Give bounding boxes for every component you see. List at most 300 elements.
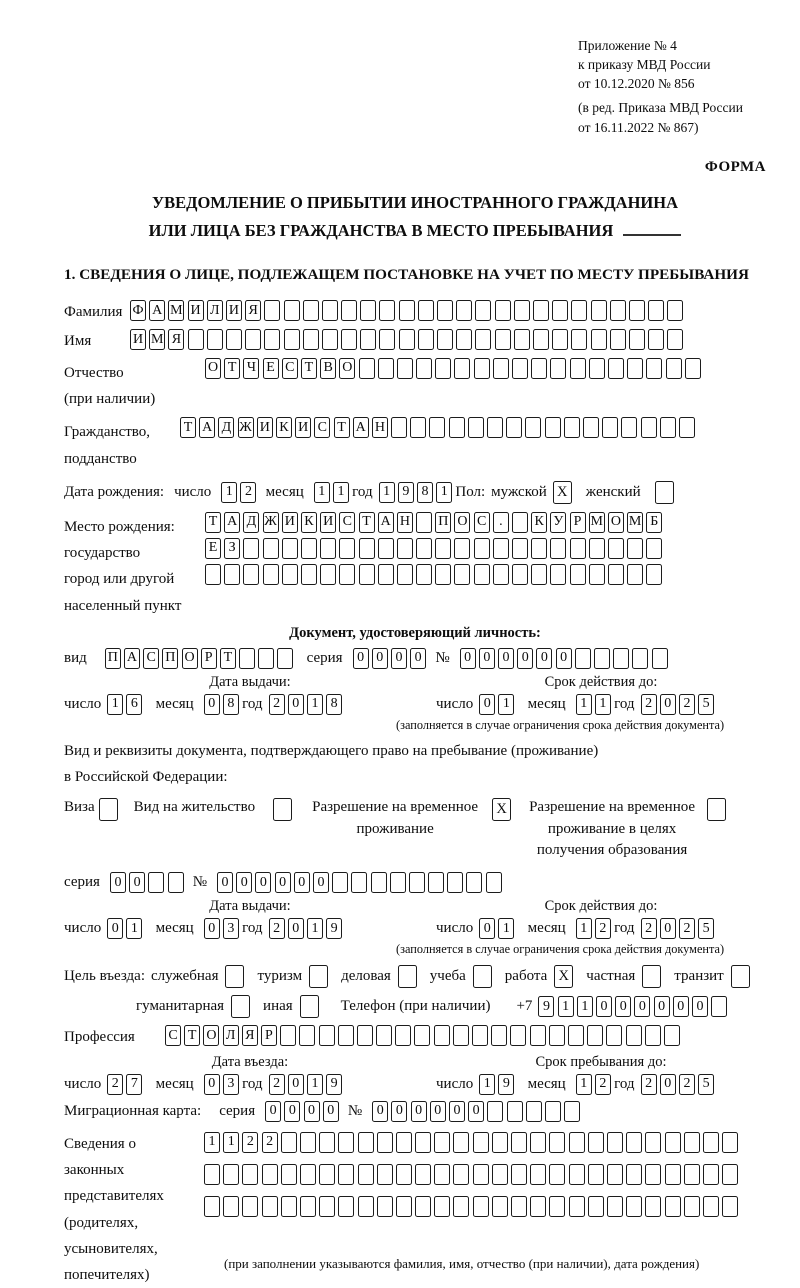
char-cell[interactable] (434, 1025, 450, 1046)
char-cell[interactable] (320, 538, 336, 559)
char-cell[interactable] (492, 1164, 508, 1185)
char-cell[interactable]: 0 (692, 996, 708, 1017)
char-cell[interactable]: 0 (517, 648, 533, 669)
char-cell[interactable] (207, 329, 223, 350)
char-cell[interactable] (530, 1196, 546, 1217)
char-cell[interactable]: 0 (634, 996, 650, 1017)
char-cell[interactable]: Л (207, 300, 223, 321)
char-cell[interactable]: Т (359, 512, 375, 533)
char-cell[interactable] (569, 1196, 585, 1217)
char-cell[interactable] (468, 417, 484, 438)
char-cell[interactable] (453, 1025, 469, 1046)
char-cell[interactable]: И (282, 512, 298, 533)
char-cell[interactable]: У (550, 512, 566, 533)
char-cell[interactable]: 2 (679, 1074, 695, 1095)
char-cell[interactable]: 0 (288, 918, 304, 939)
char-cell[interactable]: 0 (479, 648, 495, 669)
char-cell[interactable] (319, 1025, 335, 1046)
char-cell[interactable] (570, 358, 586, 379)
char-cell[interactable]: 0 (204, 918, 220, 939)
char-cell[interactable]: А (353, 417, 369, 438)
char-cell[interactable]: 9 (398, 482, 414, 503)
char-cell[interactable] (552, 329, 568, 350)
char-cell[interactable]: 1 (558, 996, 574, 1017)
char-cell[interactable] (299, 1025, 315, 1046)
char-cell[interactable] (429, 417, 445, 438)
char-cell[interactable] (525, 417, 541, 438)
char-cell[interactable]: 7 (126, 1074, 142, 1095)
char-cell[interactable] (242, 1164, 258, 1185)
char-cell[interactable] (660, 417, 676, 438)
char-cell[interactable] (473, 1132, 489, 1153)
char-cell[interactable] (591, 329, 607, 350)
char-cell[interactable]: 0 (323, 1101, 339, 1122)
char-cell[interactable]: 1 (314, 482, 330, 503)
char-cell[interactable] (608, 538, 624, 559)
char-cell[interactable] (530, 1025, 546, 1046)
char-cell[interactable]: 0 (479, 918, 495, 939)
char-cell[interactable] (341, 329, 357, 350)
char-cell[interactable]: К (301, 512, 317, 533)
char-cell[interactable] (351, 872, 367, 893)
char-cell[interactable] (391, 417, 407, 438)
char-cell[interactable]: О (182, 648, 198, 669)
char-cell[interactable] (415, 1196, 431, 1217)
purpose-business-checkbox[interactable] (398, 965, 417, 988)
char-cell[interactable] (607, 1196, 623, 1217)
char-cell[interactable]: 0 (498, 648, 514, 669)
char-cell[interactable] (530, 1164, 546, 1185)
char-cell[interactable] (281, 1196, 297, 1217)
char-cell[interactable] (632, 648, 648, 669)
char-cell[interactable]: 2 (679, 694, 695, 715)
char-cell[interactable]: 1 (221, 482, 237, 503)
purpose-humanitarian-checkbox[interactable] (231, 995, 250, 1018)
char-cell[interactable]: Б (646, 512, 662, 533)
char-cell[interactable] (607, 1164, 623, 1185)
char-cell[interactable] (435, 538, 451, 559)
char-cell[interactable] (264, 300, 280, 321)
char-cell[interactable]: 0 (288, 694, 304, 715)
char-cell[interactable] (338, 1164, 354, 1185)
char-cell[interactable]: 0 (265, 1101, 281, 1122)
char-cell[interactable] (564, 417, 580, 438)
char-cell[interactable] (245, 329, 261, 350)
char-cell[interactable] (453, 1132, 469, 1153)
char-cell[interactable] (474, 564, 490, 585)
char-cell[interactable]: . (493, 512, 509, 533)
char-cell[interactable]: 0 (204, 1074, 220, 1095)
char-cell[interactable]: 0 (275, 872, 291, 893)
char-cell[interactable]: О (608, 512, 624, 533)
char-cell[interactable]: 0 (284, 1101, 300, 1122)
char-cell[interactable] (493, 358, 509, 379)
char-cell[interactable]: С (282, 358, 298, 379)
char-cell[interactable]: Т (220, 648, 236, 669)
char-cell[interactable]: М (627, 512, 643, 533)
char-cell[interactable]: 0 (449, 1101, 465, 1122)
char-cell[interactable]: 1 (379, 482, 395, 503)
char-cell[interactable] (550, 358, 566, 379)
char-cell[interactable] (648, 300, 664, 321)
char-cell[interactable] (447, 872, 463, 893)
char-cell[interactable] (645, 1132, 661, 1153)
char-cell[interactable] (645, 1196, 661, 1217)
char-cell[interactable] (493, 564, 509, 585)
char-cell[interactable] (376, 1025, 392, 1046)
char-cell[interactable]: 9 (538, 996, 554, 1017)
char-cell[interactable] (507, 1101, 523, 1122)
char-cell[interactable]: 5 (698, 1074, 714, 1095)
char-cell[interactable]: 2 (641, 694, 657, 715)
char-cell[interactable] (371, 872, 387, 893)
residence-permit-checkbox[interactable] (273, 798, 292, 821)
char-cell[interactable] (667, 329, 683, 350)
char-cell[interactable] (378, 538, 394, 559)
char-cell[interactable]: С (474, 512, 490, 533)
char-cell[interactable] (646, 564, 662, 585)
char-cell[interactable] (359, 538, 375, 559)
char-cell[interactable] (377, 1196, 393, 1217)
sex-male-checkbox[interactable]: X (553, 481, 572, 504)
char-cell[interactable] (378, 358, 394, 379)
char-cell[interactable] (569, 1164, 585, 1185)
char-cell[interactable]: 1 (576, 1074, 592, 1095)
char-cell[interactable] (319, 1132, 335, 1153)
char-cell[interactable]: 0 (255, 872, 271, 893)
char-cell[interactable]: 3 (223, 1074, 239, 1095)
char-cell[interactable] (435, 358, 451, 379)
char-cell[interactable]: И (320, 512, 336, 533)
char-cell[interactable] (571, 329, 587, 350)
char-cell[interactable] (533, 300, 549, 321)
char-cell[interactable] (629, 300, 645, 321)
char-cell[interactable] (621, 417, 637, 438)
char-cell[interactable]: М (168, 300, 184, 321)
char-cell[interactable] (685, 358, 701, 379)
char-cell[interactable] (303, 300, 319, 321)
char-cell[interactable]: 0 (313, 872, 329, 893)
char-cell[interactable] (568, 1025, 584, 1046)
char-cell[interactable] (495, 329, 511, 350)
char-cell[interactable] (418, 329, 434, 350)
char-cell[interactable] (610, 300, 626, 321)
char-cell[interactable] (473, 1164, 489, 1185)
char-cell[interactable] (416, 512, 432, 533)
char-cell[interactable]: 0 (372, 1101, 388, 1122)
char-cell[interactable] (531, 564, 547, 585)
char-cell[interactable] (526, 1101, 542, 1122)
char-cell[interactable]: И (295, 417, 311, 438)
char-cell[interactable]: 0 (479, 694, 495, 715)
char-cell[interactable] (703, 1132, 719, 1153)
char-cell[interactable] (239, 648, 255, 669)
char-cell[interactable] (646, 538, 662, 559)
char-cell[interactable]: 0 (204, 694, 220, 715)
char-cell[interactable] (629, 329, 645, 350)
char-cell[interactable]: 5 (698, 918, 714, 939)
char-cell[interactable]: О (205, 358, 221, 379)
char-cell[interactable]: 1 (577, 996, 593, 1017)
char-cell[interactable]: 8 (223, 694, 239, 715)
char-cell[interactable] (263, 564, 279, 585)
char-cell[interactable]: 0 (430, 1101, 446, 1122)
purpose-tourism-checkbox[interactable] (309, 965, 328, 988)
char-cell[interactable]: Е (263, 358, 279, 379)
char-cell[interactable] (602, 417, 618, 438)
char-cell[interactable]: 2 (269, 1074, 285, 1095)
temp-permit-checkbox[interactable]: X (492, 798, 511, 821)
sex-female-checkbox[interactable] (655, 481, 674, 504)
char-cell[interactable] (588, 1132, 604, 1153)
char-cell[interactable]: Д (218, 417, 234, 438)
char-cell[interactable] (396, 1164, 412, 1185)
char-cell[interactable] (300, 1196, 316, 1217)
purpose-other-checkbox[interactable] (300, 995, 319, 1018)
char-cell[interactable]: Т (180, 417, 196, 438)
char-cell[interactable]: 0 (217, 872, 233, 893)
char-cell[interactable] (486, 872, 502, 893)
char-cell[interactable] (473, 1196, 489, 1217)
char-cell[interactable] (666, 358, 682, 379)
char-cell[interactable] (360, 300, 376, 321)
char-cell[interactable] (379, 300, 395, 321)
char-cell[interactable]: 1 (107, 694, 123, 715)
char-cell[interactable] (188, 329, 204, 350)
char-cell[interactable]: 0 (391, 1101, 407, 1122)
char-cell[interactable] (608, 358, 624, 379)
char-cell[interactable]: О (339, 358, 355, 379)
char-cell[interactable] (358, 1196, 374, 1217)
purpose-official-checkbox[interactable] (225, 965, 244, 988)
char-cell[interactable] (646, 358, 662, 379)
char-cell[interactable] (652, 648, 668, 669)
char-cell[interactable]: 2 (262, 1132, 278, 1153)
char-cell[interactable] (627, 564, 643, 585)
char-cell[interactable] (280, 1025, 296, 1046)
char-cell[interactable]: 1 (333, 482, 349, 503)
char-cell[interactable] (514, 329, 530, 350)
char-cell[interactable]: Д (243, 512, 259, 533)
char-cell[interactable] (487, 417, 503, 438)
char-cell[interactable] (168, 872, 184, 893)
char-cell[interactable] (242, 1196, 258, 1217)
char-cell[interactable] (360, 329, 376, 350)
char-cell[interactable]: К (276, 417, 292, 438)
char-cell[interactable]: 0 (660, 918, 676, 939)
char-cell[interactable] (722, 1196, 738, 1217)
char-cell[interactable] (409, 872, 425, 893)
char-cell[interactable]: 0 (460, 648, 476, 669)
char-cell[interactable]: 2 (242, 1132, 258, 1153)
char-cell[interactable]: 1 (307, 1074, 323, 1095)
char-cell[interactable] (564, 1101, 580, 1122)
char-cell[interactable]: 1 (436, 482, 452, 503)
char-cell[interactable] (332, 872, 348, 893)
char-cell[interactable] (722, 1132, 738, 1153)
char-cell[interactable] (665, 1132, 681, 1153)
char-cell[interactable] (435, 564, 451, 585)
char-cell[interactable] (684, 1164, 700, 1185)
char-cell[interactable] (530, 1132, 546, 1153)
char-cell[interactable] (594, 648, 610, 669)
char-cell[interactable] (339, 564, 355, 585)
char-cell[interactable]: М (149, 329, 165, 350)
char-cell[interactable]: 1 (204, 1132, 220, 1153)
char-cell[interactable]: 5 (698, 694, 714, 715)
char-cell[interactable]: П (162, 648, 178, 669)
char-cell[interactable]: Я (242, 1025, 258, 1046)
char-cell[interactable]: Ж (263, 512, 279, 533)
char-cell[interactable] (437, 300, 453, 321)
char-cell[interactable] (453, 1164, 469, 1185)
char-cell[interactable] (300, 1164, 316, 1185)
char-cell[interactable]: 0 (596, 996, 612, 1017)
char-cell[interactable] (684, 1132, 700, 1153)
char-cell[interactable]: 0 (468, 1101, 484, 1122)
char-cell[interactable] (475, 300, 491, 321)
visa-checkbox[interactable] (99, 798, 118, 821)
char-cell[interactable]: М (589, 512, 605, 533)
char-cell[interactable]: 0 (294, 872, 310, 893)
char-cell[interactable] (358, 1164, 374, 1185)
char-cell[interactable]: Я (245, 300, 261, 321)
char-cell[interactable]: З (224, 538, 240, 559)
char-cell[interactable]: Т (301, 358, 317, 379)
char-cell[interactable] (262, 1164, 278, 1185)
char-cell[interactable]: 8 (417, 482, 433, 503)
char-cell[interactable] (415, 1132, 431, 1153)
char-cell[interactable] (549, 1025, 565, 1046)
char-cell[interactable] (549, 1196, 565, 1217)
char-cell[interactable]: 1 (498, 918, 514, 939)
char-cell[interactable]: 2 (595, 1074, 611, 1095)
char-cell[interactable] (531, 358, 547, 379)
char-cell[interactable] (281, 1164, 297, 1185)
char-cell[interactable] (415, 1164, 431, 1185)
char-cell[interactable] (606, 1025, 622, 1046)
char-cell[interactable] (531, 538, 547, 559)
char-cell[interactable]: 1 (498, 694, 514, 715)
char-cell[interactable] (512, 538, 528, 559)
char-cell[interactable] (300, 1132, 316, 1153)
purpose-study-checkbox[interactable] (473, 965, 492, 988)
char-cell[interactable] (474, 358, 490, 379)
char-cell[interactable]: 0 (410, 648, 426, 669)
char-cell[interactable]: Р (570, 512, 586, 533)
char-cell[interactable]: И (130, 329, 146, 350)
char-cell[interactable] (301, 538, 317, 559)
char-cell[interactable]: Н (372, 417, 388, 438)
char-cell[interactable]: О (203, 1025, 219, 1046)
edu-permit-checkbox[interactable] (707, 798, 726, 821)
char-cell[interactable]: 0 (304, 1101, 320, 1122)
char-cell[interactable]: 2 (107, 1074, 123, 1095)
char-cell[interactable]: 0 (654, 996, 670, 1017)
char-cell[interactable] (414, 1025, 430, 1046)
char-cell[interactable] (575, 648, 591, 669)
char-cell[interactable] (322, 329, 338, 350)
char-cell[interactable]: 2 (240, 482, 256, 503)
char-cell[interactable] (264, 329, 280, 350)
char-cell[interactable]: Н (397, 512, 413, 533)
char-cell[interactable] (338, 1132, 354, 1153)
char-cell[interactable] (262, 1196, 278, 1217)
char-cell[interactable]: 0 (353, 648, 369, 669)
char-cell[interactable] (282, 538, 298, 559)
char-cell[interactable]: Ч (243, 358, 259, 379)
char-cell[interactable]: Р (201, 648, 217, 669)
char-cell[interactable] (303, 329, 319, 350)
char-cell[interactable]: 1 (307, 694, 323, 715)
char-cell[interactable]: 2 (269, 918, 285, 939)
char-cell[interactable] (456, 300, 472, 321)
char-cell[interactable] (506, 417, 522, 438)
char-cell[interactable] (545, 417, 561, 438)
char-cell[interactable] (378, 564, 394, 585)
char-cell[interactable] (399, 300, 415, 321)
char-cell[interactable] (549, 1164, 565, 1185)
char-cell[interactable] (570, 564, 586, 585)
char-cell[interactable] (552, 300, 568, 321)
char-cell[interactable]: 0 (660, 694, 676, 715)
char-cell[interactable] (711, 996, 727, 1017)
char-cell[interactable] (395, 1025, 411, 1046)
char-cell[interactable] (512, 564, 528, 585)
char-cell[interactable]: Т (334, 417, 350, 438)
char-cell[interactable]: А (124, 648, 140, 669)
char-cell[interactable] (571, 300, 587, 321)
char-cell[interactable] (277, 648, 293, 669)
char-cell[interactable] (204, 1196, 220, 1217)
char-cell[interactable] (511, 1132, 527, 1153)
char-cell[interactable] (549, 1132, 565, 1153)
char-cell[interactable] (437, 329, 453, 350)
char-cell[interactable] (626, 1196, 642, 1217)
char-cell[interactable]: С (143, 648, 159, 669)
char-cell[interactable]: 2 (269, 694, 285, 715)
char-cell[interactable] (587, 1025, 603, 1046)
char-cell[interactable]: 2 (595, 918, 611, 939)
char-cell[interactable]: Я (168, 329, 184, 350)
char-cell[interactable]: 0 (391, 648, 407, 669)
char-cell[interactable] (397, 564, 413, 585)
char-cell[interactable]: Т (205, 512, 221, 533)
char-cell[interactable] (588, 1164, 604, 1185)
char-cell[interactable]: Ж (238, 417, 254, 438)
char-cell[interactable]: П (435, 512, 451, 533)
char-cell[interactable] (627, 538, 643, 559)
char-cell[interactable] (495, 300, 511, 321)
char-cell[interactable] (281, 1132, 297, 1153)
char-cell[interactable]: 3 (223, 918, 239, 939)
char-cell[interactable]: 0 (129, 872, 145, 893)
char-cell[interactable] (449, 417, 465, 438)
char-cell[interactable] (428, 872, 444, 893)
char-cell[interactable] (545, 1101, 561, 1122)
char-cell[interactable] (223, 1196, 239, 1217)
char-cell[interactable] (491, 1025, 507, 1046)
char-cell[interactable] (583, 417, 599, 438)
char-cell[interactable] (627, 358, 643, 379)
char-cell[interactable]: 1 (307, 918, 323, 939)
char-cell[interactable] (492, 1132, 508, 1153)
char-cell[interactable] (320, 564, 336, 585)
char-cell[interactable] (588, 1196, 604, 1217)
char-cell[interactable] (550, 538, 566, 559)
char-cell[interactable]: 0 (236, 872, 252, 893)
char-cell[interactable] (591, 300, 607, 321)
